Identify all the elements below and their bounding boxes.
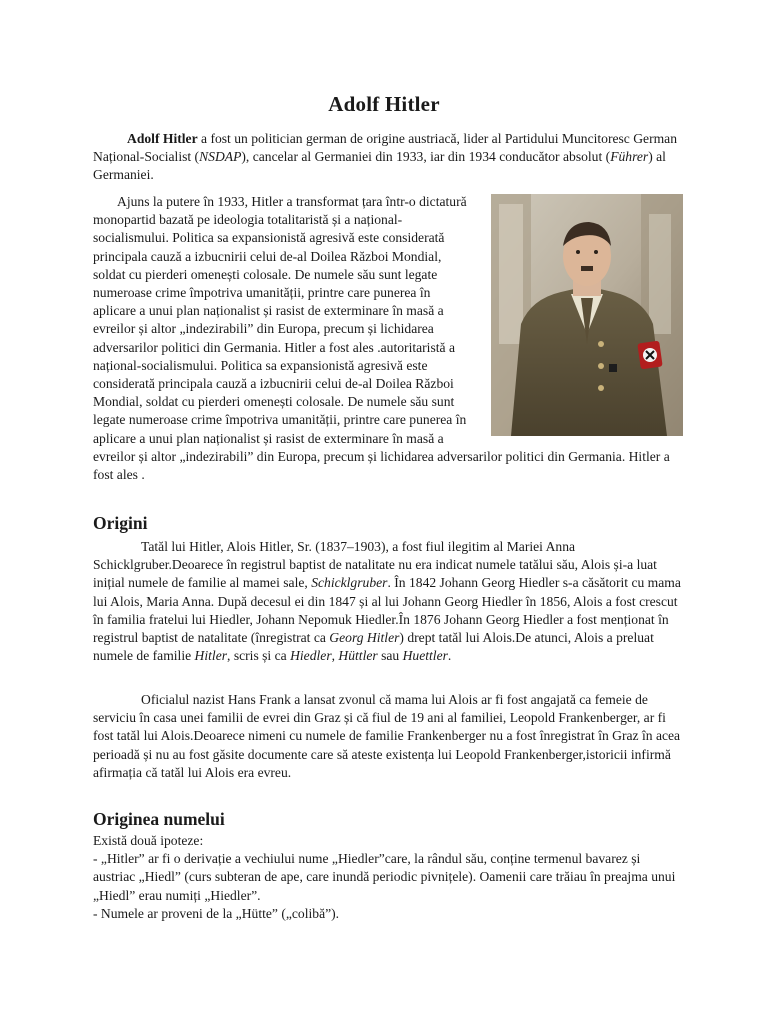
power-paragraph: Ajuns la putere în 1933, Hitler a transformat țara într-o dictatură monopartid bazată pe ideologia totalitaristă și a național-socialismului. Politica sa expansionistă agresivă este considerată principala cauză a izbucnirii celui de-al Doilea Război Mondial, soldat cu pierderi omenești colosale. De numele său sunt legate numeroase crime împotriva umanității, printre care punerea în aplicare a unui plan naționalist și rasist de exterminare în masă a evreilor și altor „indezirabili” din Europa, precum și lichidarea adversarilor politici din Germania. Hitler a fost ales .autoritaristă a național-socialismului. Politica sa expansionistă agresivă este considerată principala cauză a izbucnirii celui de-al Doilea Război Mondial, soldat cu pierderi omenești colosale. De numele său sunt legate numeroase crime împotriva umanității, printre care punerea în aplicare a unui plan naționalist și rasist de exterminare în masă a evreilor și altor „indezirabili” din Europa, precum și lichidarea adversarilor politici din Germania. Hitler a fost ales .: [93, 194, 670, 483]
name-origin-hypothesis-2: - Numele ar proveni de la „Hütte” („colibă”).: [93, 905, 340, 921]
intro-paragraph: Adolf Hitler a fost un politician german de origine austriacă, lider al Partidului Muncitoresc German Național-Socialist (NSDAP), cancelar al Germaniei din 1933, iar din 1934 conducător absolut (Führer) al Germaniei.: [93, 131, 678, 183]
page-title: Adolf Hitler: [328, 92, 440, 116]
origini-paragraph-2: Oficialul nazist Hans Frank a lansat zvonul că mama lui Alois ar fi fost angajată ca femeie de serviciu în casa unei familii de evrei din Graz și că fiul de 19 ani al familiei, Leopold Frankenberger, ar fi fost tatăl lui Alois.Deoarece nimeni cu numele de familie Frankenberger nu a fost înregistrat în Graz în acea perioadă și nu au fost găsite documente care să ateste existența lui Leopold Frankenberger,istoricii infirmă afirmația că tatăl lui Alois era evreu.: [93, 692, 681, 780]
heading-originea-numelui: Originea numelui: [93, 809, 225, 829]
heading-origini: Origini: [93, 513, 148, 533]
origini-paragraph-1: Tatăl lui Hitler, Alois Hitler, Sr. (1837–1903), a fost fiul ilegitim al Mariei Anna Schicklgruber.Deoarece în registrul baptist de natalitate nu era indicat numele tatălui său, Alois și-a luat inițial numele de familie al mamei sale, Schicklgruber. În 1842 Johann Georg Hiedler s-a căsătorit cu mama lui Alois, Maria Anna. După decesul ei din 1847 și al lui Johann Georg Hiedler în 1856, Alois a fost crescut în familia fratelui lui Hiedler, Johann Nepomuk Hiedler.În 1876 Johann Georg Hiedler a fost menționat în registrul baptist de natalitate (înregistrat ca Georg Hitler) drept tatăl lui Alois.De atunci, Alois a preluat numele de familie Hitler, scris și ca Hiedler, Hüttler sau Huettler.: [93, 539, 681, 664]
intro-name: Adolf Hitler: [127, 131, 198, 146]
power-section: [93, 193, 683, 484]
name-origin-intro: Există două ipoteze:: [93, 833, 204, 848]
name-origin-paragraph: [93, 832, 683, 923]
portrait-photo: [491, 194, 683, 436]
name-origin-hypothesis-1: - „Hitler” ar fi o derivație a vechiului nume „Hiedler”care, la rândul său, conține termenul bavarez și austriac „Hiedl” (curs subteran de ape, care inundă periodic pivnițele). Oamenii care trăiau în preajma unui „Hiedl” erau numiți „Hiedler”.: [93, 851, 676, 903]
